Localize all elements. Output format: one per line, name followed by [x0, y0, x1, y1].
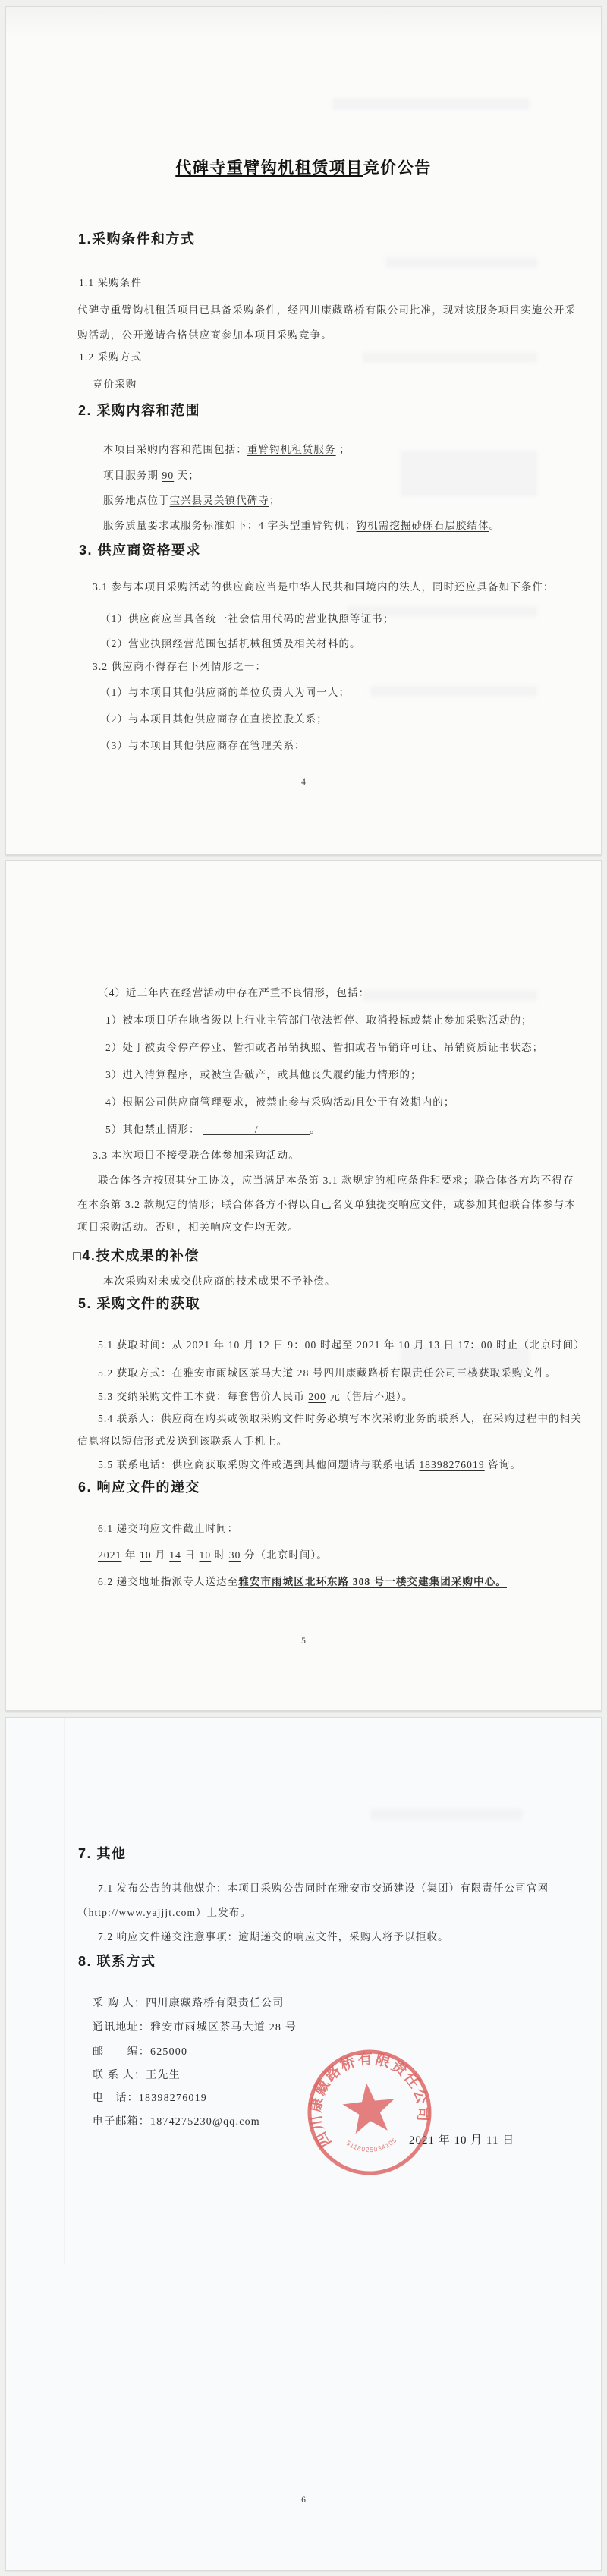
clause-5-5: 5.5 联系电话：供应商获取采购文件或遇到其他问题请与联系电话 18398276019 咨询。 [98, 1459, 521, 1470]
scope-item-location: 服务地点位于宝兴县灵关镇代碑寺； [103, 495, 281, 506]
bleedthrough-smudge [401, 451, 537, 496]
section-1-2-label: 1.2 采购方式 [79, 351, 143, 363]
section-1-heading: 1.采购条件和方式 [78, 231, 196, 247]
company-seal-graphic [297, 2040, 441, 2184]
seal-registration-number: 5118025034105 [344, 2136, 399, 2154]
clause-7-2: 7.2 响应文件递交注意事项：逾期递交的响应文件，采购人将予以拒收。 [98, 1931, 449, 1942]
announcement-date: 2021 年 10 月 11 日 [409, 2134, 515, 2147]
section-5-heading: 5. 采购文件的获取 [78, 1296, 201, 1311]
scope-item-content: 本项目采购内容和范围包括：重臂钩机租赁服务 ； [103, 444, 351, 455]
clause-5-3: 5.3 交纳采购文件工本费：每套售价人民币 200 元（售后不退）。 [98, 1391, 414, 1402]
fill-in-blank: / [203, 1125, 310, 1135]
service-days: 90 [162, 470, 175, 481]
document-page-1 [5, 6, 602, 855]
consortium-paragraph-line1: 联合体各方按照其分工协议，应当满足本条第 3.1 款规定的相应条件和要求；联合体各方均不得存 [98, 1175, 574, 1186]
contact-address: 通讯地址：雅安市雨城区茶马大道 28 号 [93, 2022, 297, 2033]
section-7-heading: 7. 其他 [78, 1846, 127, 1861]
service-name: 重臂钩机租赁服务 [247, 444, 336, 455]
clause-3-2-item-4-sub-2: 2）处于被责令停产停业、暂扣或者吊销执照、暂扣或者吊销许可证、吊销资质证书状态； [105, 1042, 544, 1053]
section-3-heading: 3. 供应商资格要求 [79, 543, 202, 558]
contact-email: 电子邮箱：1874275230@qq.com [93, 2116, 260, 2128]
page-number: 6 [301, 2496, 306, 2505]
clause-6-2: 6.2 递交地址指派专人送达至雅安市雨城区北环东路 308 号一楼交建集团采购中心。 [98, 1576, 507, 1587]
section-6-heading: 6. 响应文件的递交 [78, 1480, 201, 1495]
page-number: 5 [301, 1637, 306, 1646]
document-title-rest: 竞价公告 [363, 159, 432, 177]
clause-3-2: 3.2 供应商不得存在下列情形之一： [93, 661, 267, 672]
section-1-1-paragraph-line1: 代碑寺重臂钩机租赁项目已具备采购条件，经四川康藏路桥有限公司批准，现对该服务项目实施公开采 [77, 304, 576, 316]
submission-address: 雅安市雨城区北环东路 308 号一楼交建集团采购中心。 [238, 1576, 507, 1587]
clause-5-4-line2: 信息将以短信形式发送到该联系人手机上。 [77, 1436, 288, 1447]
section-4-body: 本次采购对未成交供应商的技术成果不予补偿。 [103, 1275, 336, 1287]
document-fee: 200 [308, 1391, 326, 1402]
scope-item-quality: 服务质量要求或服务标准如下：4 字头型重臂钩机；钩机需挖掘砂砾石层胶结体。 [103, 520, 501, 531]
contact-person: 联 系 人：王先生 [93, 2070, 181, 2081]
section-1-1-label: 1.1 采购条件 [79, 277, 143, 288]
section-1-1-paragraph-line2: 购活动，公开邀请合格供应商参加本项目采购竞争。 [77, 329, 332, 341]
company-seal-stamp [297, 2040, 441, 2184]
seal-star-icon [341, 2081, 398, 2135]
bleedthrough-smudge [370, 1809, 522, 1820]
svg-text:5118025034105 [344, 2134, 399, 2156]
consortium-paragraph-line2: 在本条第 3.2 款规定的情形；联合体各方不得以自己名义单独提交响应文件，或参加其他联合体参与本 [77, 1199, 576, 1210]
bleedthrough-smudge [332, 98, 530, 110]
clause-3-2-item-4-sub-5: 5）其他禁止情形： / 。 [105, 1124, 321, 1135]
page-number: 4 [301, 778, 306, 787]
clause-5-1: 5.1 获取时间：从 2021 年 10 月 12 日 9：00 时起至 2021 年 10 月 13 日 17：00 时止（北京时间） [98, 1339, 585, 1351]
section-4-heading: □4.技术成果的补偿 [73, 1248, 200, 1263]
bleedthrough-smudge [385, 257, 537, 268]
contact-phone: 电 话：18398276019 [93, 2093, 207, 2104]
clause-3-2-item-4-sub-3: 3）进入清算程序，或被宣告破产，或其他丧失履约能力情形的； [105, 1069, 422, 1080]
contact-purchaser: 采 购 人：四川康藏路桥有限责任公司 [93, 1998, 285, 2009]
document-title-underlined: 代碑寺重臂钩机租赁项目 [175, 159, 363, 177]
clause-7-1-line1: 7.1 发布公告的其他媒介：本项目采购公告同时在雅安市交通建设（集团）有限责任公司官网 [98, 1882, 549, 1894]
inquiry-phone: 18398276019 [419, 1459, 485, 1470]
bleedthrough-smudge [370, 686, 537, 697]
clause-3-2-item-1: （1）与本项目其他供应商的单位负责人为同一人； [100, 687, 351, 698]
document-page-2 [5, 860, 602, 1711]
clause-5-2: 5.2 获取方式：在雅安市雨城区茶马大道 28 号四川康藏路桥有限责任公司三楼获取采购文件。 [98, 1367, 557, 1379]
bleedthrough-smudge [363, 352, 537, 363]
clause-3-1-item-2: （2）营业执照经营范围包括机械租赁及相关材料的。 [100, 638, 361, 650]
clause-3-2-item-2: （2）与本项目其他供应商存在直接控股关系； [100, 713, 328, 725]
clause-3-1: 3.1 参与本项目采购活动的供应商应当是中华人民共和国境内的法人，同时还应具备如下条件： [93, 581, 555, 593]
document-page-3 [5, 1717, 602, 2571]
clause-6-1: 6.1 递交响应文件截止时间： [98, 1523, 239, 1534]
section-2-heading: 2. 采购内容和范围 [78, 403, 201, 418]
consortium-paragraph-line3: 项目采购活动。否则，相关响应文件均无效。 [77, 1222, 299, 1233]
clause-5-4-line1: 5.4 联系人：供应商在购买或领取采购文件时务必填写本次采购业务的联系人，在采购过程中的相关 [98, 1413, 582, 1424]
scope-item-duration: 项目服务期 90 天； [103, 470, 200, 481]
quality-requirement: 钩机需挖掘砂砾石层胶结体 [356, 520, 489, 531]
paper-crease [64, 1718, 65, 2264]
clause-7-1-line2: （http://www.yajjjt.com）上发布。 [77, 1907, 252, 1918]
document-title [6, 156, 601, 178]
bleedthrough-smudge [363, 990, 537, 1001]
clause-3-2-item-4-sub-1: 1）被本项目所在地省级以上行业主管部门依法暂停、取消投标或禁止参加采购活动的； [105, 1014, 533, 1026]
document-pickup-address: 雅安市雨城区茶马大道 28 号四川康藏路桥有限责任公司三楼 [183, 1367, 479, 1379]
clause-3-2-item-4: （4）近三年内在经营活动中存在严重不良情形，包括： [98, 987, 370, 999]
clause-3-2-item-4-sub-4: 4）根据公司供应商管理要求，被禁止参与采购活动且处于有效期内的； [105, 1096, 455, 1108]
clause-3-1-item-1: （1）供应商应当具备统一社会信用代码的营业执照等证书； [100, 613, 395, 624]
service-location: 宝兴县灵关镇代碑寺 [169, 495, 270, 506]
clause-3-3: 3.3 本次项目不接受联合体参加采购活动。 [93, 1150, 300, 1161]
clause-3-2-item-3: （3）与本项目其他供应商存在管理关系： [100, 740, 306, 751]
approver-company: 四川康藏路桥有限公司 [299, 304, 410, 316]
contact-postcode: 邮 编：625000 [93, 2046, 188, 2058]
submission-deadline: 2021 年 10 月 14 日 10 时 30 分（北京时间）。 [98, 1549, 328, 1561]
procurement-method: 竞价采购 [93, 379, 137, 390]
seal-company-name: 四川康藏路桥有限责任公司 [307, 2050, 432, 2150]
section-8-heading: 8. 联系方式 [78, 1954, 156, 1969]
